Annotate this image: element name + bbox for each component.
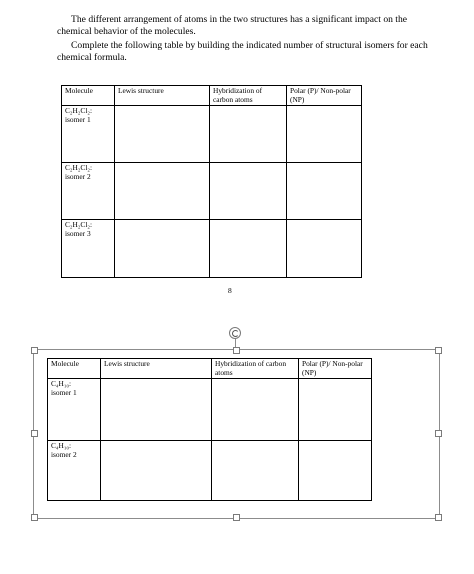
- polarity-cell[interactable]: [299, 441, 372, 501]
- table-header-row: [48, 359, 372, 379]
- resize-handle-bottom-right[interactable]: [435, 514, 442, 521]
- lewis-structure-cell[interactable]: [101, 441, 212, 501]
- hybridization-cell[interactable]: [212, 379, 299, 441]
- rotate-icon[interactable]: [229, 327, 241, 339]
- header-polarity: Polar (P)/ Non-polar (NP): [287, 86, 362, 106]
- molecule-cell: [48, 379, 101, 441]
- lewis-structure-cell[interactable]: [115, 163, 210, 220]
- molecule-cell: [62, 220, 115, 278]
- hybridization-cell[interactable]: [210, 220, 287, 278]
- header-polarity: Polar (P)/ Non-polar (NP): [299, 359, 372, 379]
- resize-handle-bottom[interactable]: [233, 514, 240, 521]
- resize-handle-top-left[interactable]: [31, 347, 38, 354]
- intro-paragraph-1: The different arrangement of atoms in the two structures has a significant impact on the chemical behavior of the molecules.: [57, 14, 408, 37]
- header-molecule: Molecule: [48, 359, 101, 379]
- isomer-table-c2h2cl2: [61, 85, 362, 278]
- isomer-label: isomer 2: [65, 171, 91, 181]
- header-molecule: Molecule: [62, 86, 115, 106]
- formula: C₄H₁₀:: [51, 441, 72, 450]
- polarity-cell[interactable]: [287, 220, 362, 278]
- table-row: [62, 106, 362, 163]
- lewis-structure-cell[interactable]: [101, 379, 212, 441]
- molecule-cell: [62, 163, 115, 220]
- resize-handle-left[interactable]: [31, 430, 38, 437]
- resize-handle-top-right[interactable]: [435, 347, 442, 354]
- isomer-table-c4h10: [47, 358, 372, 501]
- formula: C₂H₂Cl₂:: [65, 106, 93, 115]
- formula: C₄H₁₀:: [51, 379, 72, 388]
- header-lewis-structure: Lewis structure: [101, 359, 212, 379]
- isomer-label: isomer 3: [65, 228, 91, 238]
- hybridization-cell[interactable]: [210, 106, 287, 163]
- table-row: [62, 220, 362, 278]
- polarity-cell[interactable]: [287, 106, 362, 163]
- isomer-label: isomer 2: [51, 449, 77, 459]
- lewis-structure-cell[interactable]: [115, 106, 210, 163]
- header-hybridization: Hybridization of carbon atoms: [212, 359, 299, 379]
- resize-handle-bottom-left[interactable]: [31, 514, 38, 521]
- molecule-cell: [62, 106, 115, 163]
- resize-handle-right[interactable]: [435, 430, 442, 437]
- hybridization-cell[interactable]: [212, 441, 299, 501]
- molecule-cell: [48, 441, 101, 501]
- isomer-label: isomer 1: [65, 114, 91, 124]
- header-hybridization: Hybridization of carbon atoms: [210, 86, 287, 106]
- table-row: [62, 163, 362, 220]
- polarity-cell[interactable]: [287, 163, 362, 220]
- formula: C₂H₂Cl₂:: [65, 220, 93, 229]
- lewis-structure-cell[interactable]: [115, 220, 210, 278]
- page-number: 8: [228, 286, 232, 295]
- intro-paragraph-2: Complete the following table by building the indicated number of structural isomers for each chemical formula.: [57, 40, 428, 63]
- table-header-row: [62, 86, 362, 106]
- isomer-label: isomer 1: [51, 387, 77, 397]
- resize-handle-top[interactable]: [233, 347, 240, 354]
- polarity-cell[interactable]: [299, 379, 372, 441]
- table-row: [48, 379, 372, 441]
- hybridization-cell[interactable]: [210, 163, 287, 220]
- formula: C₂H₂Cl₂:: [65, 163, 93, 172]
- table-row: [48, 441, 372, 501]
- header-lewis-structure: Lewis structure: [115, 86, 210, 106]
